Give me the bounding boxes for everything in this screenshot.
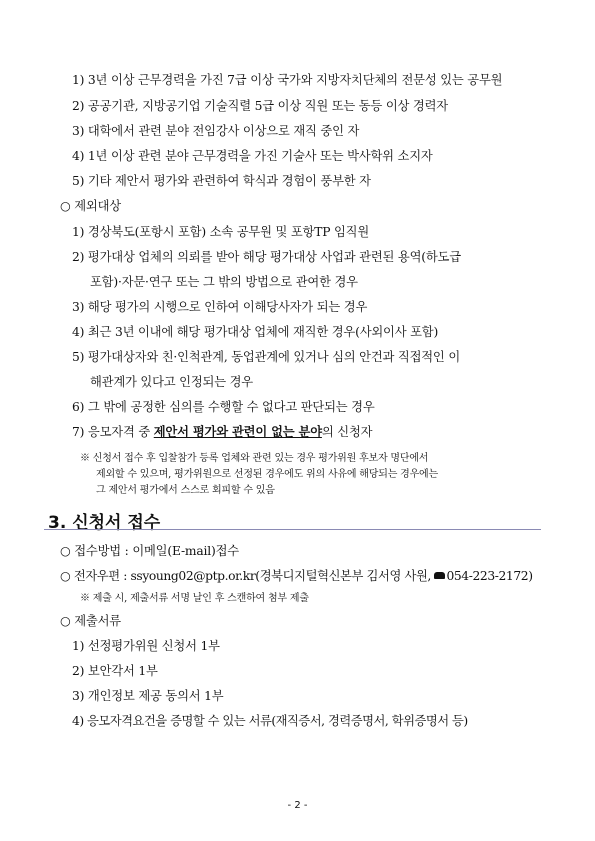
exclusion-item-suffix: 의 신청자 xyxy=(321,425,373,439)
exclusion-item: 5) 평가대상자와 친·인척관계, 동업관계에 있거나 심의 안건과 직접적인 이 xyxy=(72,350,460,364)
exclusion-item-continued: 포함)·자문·연구 또는 그 밖의 방법으로 관여한 경우 xyxy=(90,275,358,289)
exclusion-item-continued: 해관계가 있다고 인정되는 경우 xyxy=(90,375,253,389)
phone-icon xyxy=(434,572,445,579)
exclusion-heading: ○ 제외대상 xyxy=(60,199,121,213)
section-title: 3. 신청서 접수 xyxy=(48,513,161,533)
section-divider xyxy=(44,529,541,530)
emphasized-text: 제안서 평가와 관련이 없는 분야 xyxy=(153,424,322,439)
submission-note: ※ 제출 시, 제출서류 서명 날인 후 스캔하여 첨부 제출 xyxy=(80,593,309,604)
exclusion-note-line: 그 제안서 평가에서 스스로 회피할 수 있음 xyxy=(96,485,275,496)
exclusion-item xyxy=(72,422,372,440)
exclusion-item-prefix: 7) 응모자격 중 xyxy=(72,425,154,439)
qualification-item: 4) 1년 이상 관련 분야 근무경력을 가진 기술사 또는 박사학위 소지자 xyxy=(72,149,433,163)
submission-method: ○ 접수방법 : 이메일(E-mail)접수 xyxy=(60,544,239,558)
qualification-item: 2) 공공기관, 지방공기업 기술직렬 5급 이상 직원 또는 동등 이상 경력자 xyxy=(72,99,448,113)
document-item: 1) 선정평가위원 신청서 1부 xyxy=(72,639,220,653)
exclusion-item: 1) 경상북도(포항시 포함) 소속 공무원 및 포항TP 임직원 xyxy=(72,225,370,239)
exclusion-item: 4) 최근 3년 이내에 해당 평가대상 업체에 재직한 경우(사외이사 포함) xyxy=(72,325,439,339)
qualification-item: 3) 대학에서 관련 분야 전임강사 이상으로 재직 중인 자 xyxy=(72,124,360,138)
document-item: 4) 응모자격요건을 증명할 수 있는 서류(재직증서, 경력증명서, 학위증명서 등) xyxy=(72,714,468,728)
page-number: - 2 - xyxy=(287,800,308,811)
exclusion-item: 6) 그 밖에 공정한 심의를 수행할 수 없다고 판단되는 경우 xyxy=(72,400,375,414)
submission-email xyxy=(60,566,533,584)
qualification-item: 1) 3년 이상 근무경력을 가진 7급 이상 국가와 지방자치단체의 전문성 있는 공무원 xyxy=(72,73,503,87)
exclusion-note-line: 제외할 수 있으며, 평가위원으로 선정된 경우에도 위의 사유에 해당되는 경우에는 xyxy=(96,469,438,480)
document-item: 3) 개인정보 제공 동의서 1부 xyxy=(72,689,224,703)
exclusion-item: 3) 해당 평가의 시행으로 인하여 이해당사자가 되는 경우 xyxy=(72,300,368,314)
documents-heading: ○ 제출서류 xyxy=(60,614,121,628)
exclusion-note-line: ※ 신청서 접수 후 입찰참가 등록 업체와 관련 있는 경우 평가위원 후보자 명단에서 xyxy=(80,453,429,464)
phone-number: 054-223-2172) xyxy=(446,569,533,583)
exclusion-item: 2) 평가대상 업체의 의뢰를 받아 해당 평가대상 사업과 관련된 용역(하도급 xyxy=(72,250,461,264)
email-text: ○ 전자우편 : ssyoung02@ptp.or.kr(경북디지털혁신본부 김서영 사원, xyxy=(60,569,435,583)
document-item: 2) 보안각서 1부 xyxy=(72,664,158,678)
qualification-item: 5) 기타 제안서 평가와 관련하여 학식과 경험이 풍부한 자 xyxy=(72,174,371,188)
